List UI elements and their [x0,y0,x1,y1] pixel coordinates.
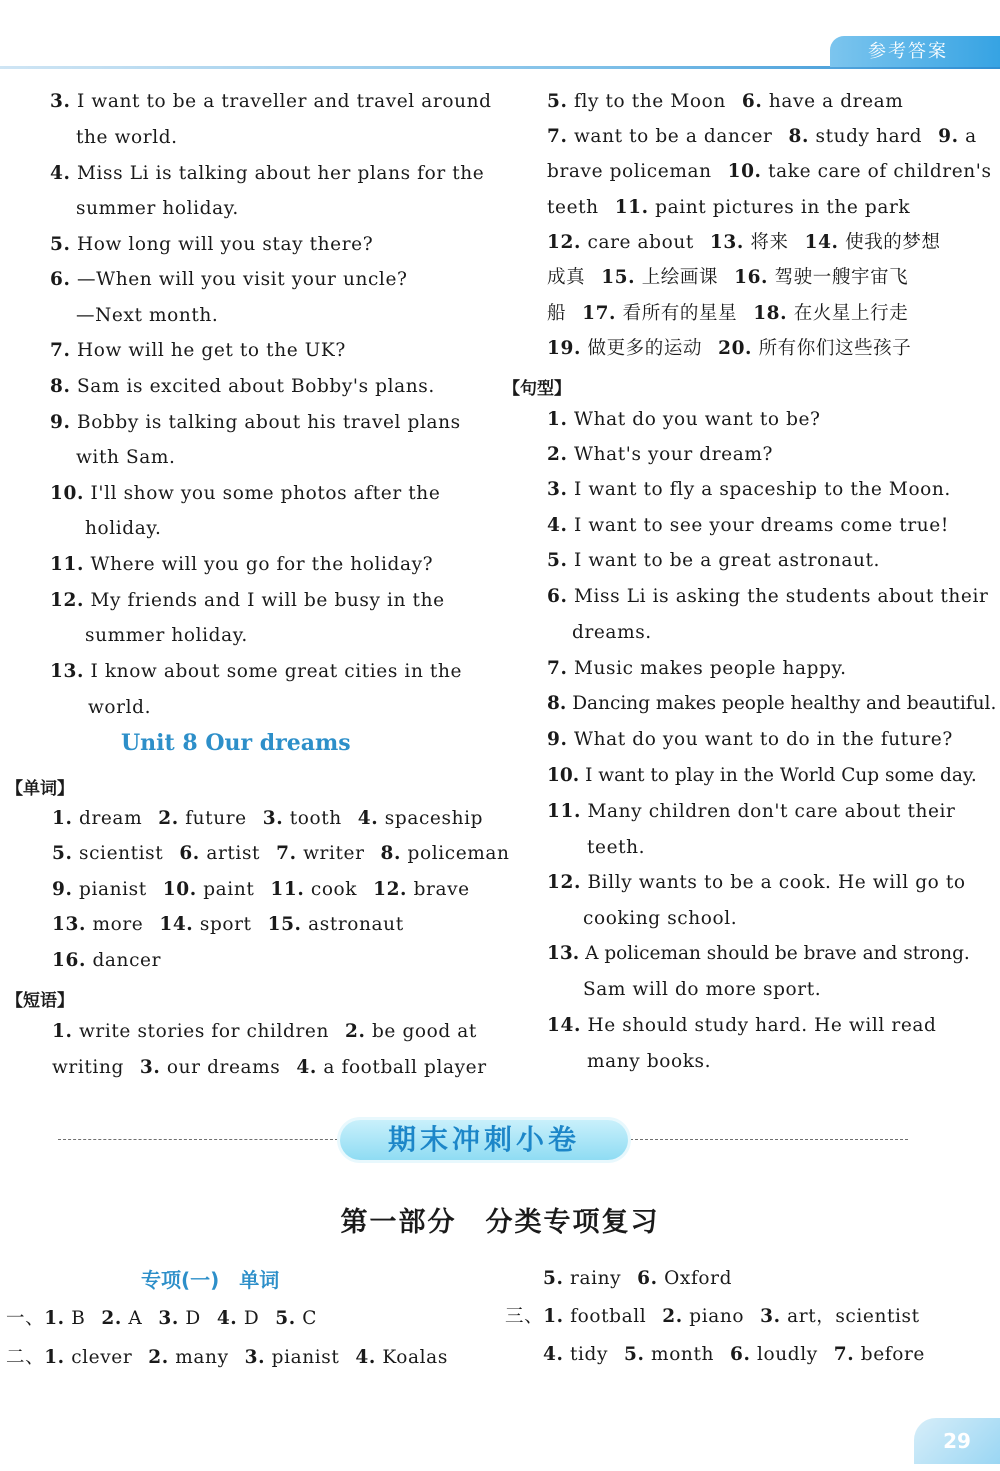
phrase: teeth [547,197,599,218]
line-text: I know about some great cities in the [90,661,463,682]
line-text: How will he get to the UK? [77,340,346,361]
item-number: 5. [50,234,71,255]
line-text: summer holiday. [76,198,239,219]
sentence-line [547,764,977,788]
item-number: 2. [344,1021,366,1042]
item-number: 5. [52,843,73,864]
banner-rule-right [630,1139,908,1140]
phrase: a [965,126,977,147]
item-number: 2. [158,808,179,829]
left-line [50,375,435,399]
phrase: 做更多的运动 [587,338,703,359]
item-number: 3. [158,1308,179,1329]
item-number: 9. [52,879,73,900]
phrase: 上绘画课 [641,267,719,288]
phrase: 船 [547,303,567,324]
line-text: I want to play in the World Cup some day. [585,765,977,786]
item-number: 3. [139,1057,161,1078]
sentence-line [547,871,966,895]
line-text: I want to be a great astronaut. [574,550,881,571]
item-number: 14. [547,1015,581,1036]
item-number: 9. [547,729,568,750]
item-number: 8. [380,843,402,864]
line-text: —Next month. [76,305,219,326]
item-number: 3. [244,1347,266,1368]
banner-rule-left [58,1139,338,1140]
phrase: take care of children's [768,161,992,182]
item-number: 18. [753,303,788,324]
line-text: cooking school. [583,908,738,929]
left-line [50,553,433,577]
item-number: 2. [662,1306,683,1327]
item-number: 1. [52,1021,73,1042]
left-line [76,197,239,221]
phrase: brave policeman [547,161,712,182]
words-row [52,842,510,866]
line-text: Music makes people happy. [574,658,847,679]
phrase: 将来 [750,232,789,253]
answer: football [570,1306,647,1327]
word: astronaut [308,914,404,935]
word: tooth [289,808,342,829]
line-text: many books. [587,1051,712,1072]
line-text: I want to see your dreams come true! [574,515,949,536]
answer: art，scientist [787,1306,920,1327]
item-number: 19. [547,338,581,359]
answer: D [243,1308,260,1329]
answer-line [543,1267,732,1291]
line-text: with Sam. [76,447,176,468]
item-number: 9. [938,126,959,147]
word: writer [303,843,365,864]
item-number: 15. [601,267,636,288]
word: artist [206,843,261,864]
item-number: 4. [355,1347,376,1368]
right-phrase-line [547,231,941,255]
sentence-line [547,1014,936,1038]
item-number: 4. [296,1057,317,1078]
item-number: 3. [547,479,568,500]
item-number: 11. [614,197,649,218]
left-line [85,624,248,648]
phrase: want to be a dancer [574,126,773,147]
item-number: 1. [547,409,568,430]
word: spaceship [384,808,484,829]
line-text: I want to be a traveller and travel around [77,91,492,112]
sentence-line [547,800,956,824]
phrase: write stories for children [79,1021,329,1042]
section-label-phrases: 【短语】 [6,991,74,1011]
phrase: our dreams [166,1057,281,1078]
item-number: 7. [547,658,568,679]
line-text: the world. [76,127,178,148]
item-number: 7. [276,843,297,864]
item-number: 2. [101,1308,122,1329]
item-number: 5. [547,550,568,571]
item-number: 20. [718,338,753,359]
left-line [88,696,151,720]
item-number: 12. [547,232,581,253]
sentence-line [547,514,949,538]
item-number: 8. [50,376,71,397]
answer: month [651,1344,714,1365]
item-number: 10. [727,161,762,182]
phrase: care about [587,232,694,253]
item-number: 16. [52,950,86,971]
sentence-line [547,585,988,609]
sentence-line [547,408,821,432]
phrase: study hard [815,126,923,147]
sentence-line [547,657,847,681]
item-number: 1. [44,1347,65,1368]
line-text: How long will you stay there? [77,234,374,255]
answer-line [6,1307,317,1331]
word: brave [413,879,470,900]
item-number: 8. [547,693,567,714]
item-number: 2. [547,444,568,465]
line-text: What do you want to do in the future? [574,729,953,750]
section-label-sentences: 【句型】 [503,379,571,399]
item-number: 6. [50,269,71,290]
answer: pianist [271,1347,340,1368]
item-number: 7. [833,1344,855,1365]
item-number: 1. [543,1306,564,1327]
word: future [185,808,247,829]
word: pianist [79,879,147,900]
word: dream [79,808,143,829]
item-number: 6. [637,1268,658,1289]
item-number: 13. [50,661,84,682]
words-row [52,949,161,973]
item-number: 3. [262,808,284,829]
phrase: 看所有的星星 [622,303,738,324]
line-text: teeth. [587,837,646,858]
words-row [52,878,470,902]
sentence-line [587,836,645,860]
left-line [76,126,178,150]
item-number: 6. [179,843,200,864]
sentence-line [583,907,737,931]
item-number: 13. [709,232,744,253]
item-number: 16. [734,267,769,288]
answer-line [543,1343,925,1367]
item-number: 13. [52,914,86,935]
left-line [50,90,492,114]
left-line [50,162,484,186]
phrase: 所有你们这些孩子 [758,338,912,359]
answer: clever [71,1347,133,1368]
item-number: 8. [788,126,809,147]
header-tab: 参考答案 [830,36,1000,67]
item-number: 10. [162,879,197,900]
right-phrase-line [547,337,911,361]
phrase: be good at [371,1021,477,1042]
phrase: fly to the Moon [574,91,726,112]
item-number: 7. [50,340,71,361]
sentence-line [587,1050,711,1074]
word: policeman [407,843,510,864]
item-number: 5. [624,1344,645,1365]
section-banner: 期末冲刺小卷 [340,1120,628,1160]
item-number: 6. [741,91,763,112]
left-line [50,411,461,435]
line-text: What do you want to be? [574,409,821,430]
section-label-words: 【单词】 [6,779,74,799]
phrase: 驾驶一艘宇宙飞 [774,267,909,288]
answer: Koalas [382,1347,448,1368]
item-number: 12. [373,879,408,900]
left-line [50,339,346,363]
roman-prefix: 二、 [6,1347,45,1368]
left-line [50,482,440,506]
item-number: 3. [760,1306,781,1327]
item-number: 11. [50,554,84,575]
phrases-line [52,1020,477,1044]
word: dancer [92,950,162,971]
sentence-line [547,942,970,966]
right-phrase-line [547,196,910,220]
word: paint [203,879,255,900]
answer: A [128,1308,143,1329]
item-number: 4. [357,808,379,829]
line-text: Miss Li is asking the students about their [574,586,989,607]
answer: many [175,1347,229,1368]
item-number: 1. [44,1308,65,1329]
line-text: —When will you visit your uncle? [77,269,408,290]
item-number: 9. [50,412,71,433]
item-number: 12. [547,872,581,893]
line-text: Dancing makes people healthy and beautiful. [572,693,997,714]
item-number: 10. [50,483,84,504]
answer: tidy [570,1344,609,1365]
answer: D [185,1308,201,1329]
line-text: dreams. [572,622,652,643]
word: more [92,914,144,935]
line-text: I'll show you some photos after the [90,483,441,504]
left-line [50,233,373,257]
right-phrase-line [547,160,992,184]
left-line [76,446,176,470]
item-number: 6. [730,1344,751,1365]
line-text: Sam is excited about Bobby's plans. [77,376,435,397]
right-phrase-line [547,302,908,326]
unit-title: Unit 8 Our dreams [121,730,351,756]
sentence-line [547,692,996,716]
line-text: Bobby is talking about his travel plans [77,412,461,433]
sentence-line [547,549,880,573]
phrase: paint pictures in the park [655,197,911,218]
item-number: 2. [148,1347,169,1368]
item-number: 17. [582,303,617,324]
left-line [85,517,161,541]
answer: before [860,1344,925,1365]
line-text: What's your dream? [574,444,774,465]
sentence-line [547,478,951,502]
left-line [50,660,462,684]
sentence-line [547,443,773,467]
item-number: 5. [547,91,568,112]
item-number: 14. [804,232,839,253]
line-text: Many children don't care about their [587,801,956,822]
item-number: 13. [547,943,580,964]
line-text: Where will you go for the holiday? [90,554,434,575]
line-text: Sam will do more sport. [583,979,822,1000]
item-number: 4. [216,1308,238,1329]
word: sport [199,914,252,935]
item-number: 10. [547,765,580,786]
line-text: My friends and I will be busy in the [90,590,445,611]
phrase: 在火星上行走 [793,303,909,324]
item-number: 5. [543,1268,564,1289]
line-text: holiday. [85,518,162,539]
left-line [50,268,408,292]
right-phrase-line [547,90,903,114]
sentence-line [547,728,953,752]
item-number: 11. [547,801,581,822]
line-text: summer holiday. [85,625,248,646]
words-row [52,913,404,937]
line-text: He should study hard. He will read [587,1015,937,1036]
roman-prefix: 三、 [505,1306,544,1327]
item-number: 14. [159,914,194,935]
topic-title: 专项(一) 单词 [141,1268,280,1292]
item-number: 4. [50,163,71,184]
phrases-line [52,1056,487,1080]
page-number: 29 [914,1418,1000,1464]
item-number: 15. [267,914,302,935]
answer: loudly [757,1344,818,1365]
line-text: I want to fly a spaceship to the Moon. [574,479,951,500]
line-text: Miss Li is talking about her plans for the [77,163,485,184]
word: cook [310,879,358,900]
right-phrase-line [547,125,977,149]
item-number: 4. [543,1344,564,1365]
answer: rainy [570,1268,622,1289]
roman-prefix: 一、 [6,1308,45,1329]
phrase: a football player [323,1057,487,1078]
word: scientist [79,843,164,864]
answer-line [6,1346,448,1370]
item-number: 7. [547,126,568,147]
line-text: Billy wants to be a cook. He will go to [587,872,966,893]
answer: piano [689,1306,745,1327]
right-phrase-line [547,266,908,290]
item-number: 6. [547,586,568,607]
item-number: 3. [50,91,71,112]
answer: Oxford [664,1268,733,1289]
sentence-line [572,621,652,645]
phrase: have a dream [768,91,904,112]
phrase: writing [52,1057,124,1078]
part-title: 第一部分 分类专项复习 [340,1207,660,1238]
words-row [52,807,483,831]
item-number: 4. [547,515,568,536]
line-text: A policeman should be brave and strong. [585,943,970,964]
phrase: 使我的梦想 [845,232,941,253]
left-line [76,304,218,328]
left-line [50,589,445,613]
sentence-line [583,978,821,1002]
phrase: 成真 [547,267,586,288]
answer: B [71,1308,86,1329]
item-number: 12. [50,590,84,611]
item-number: 11. [270,879,305,900]
line-text: world. [88,697,152,718]
answer: C [302,1308,318,1329]
item-number: 1. [52,808,73,829]
answer-line [505,1305,920,1329]
item-number: 5. [275,1308,296,1329]
